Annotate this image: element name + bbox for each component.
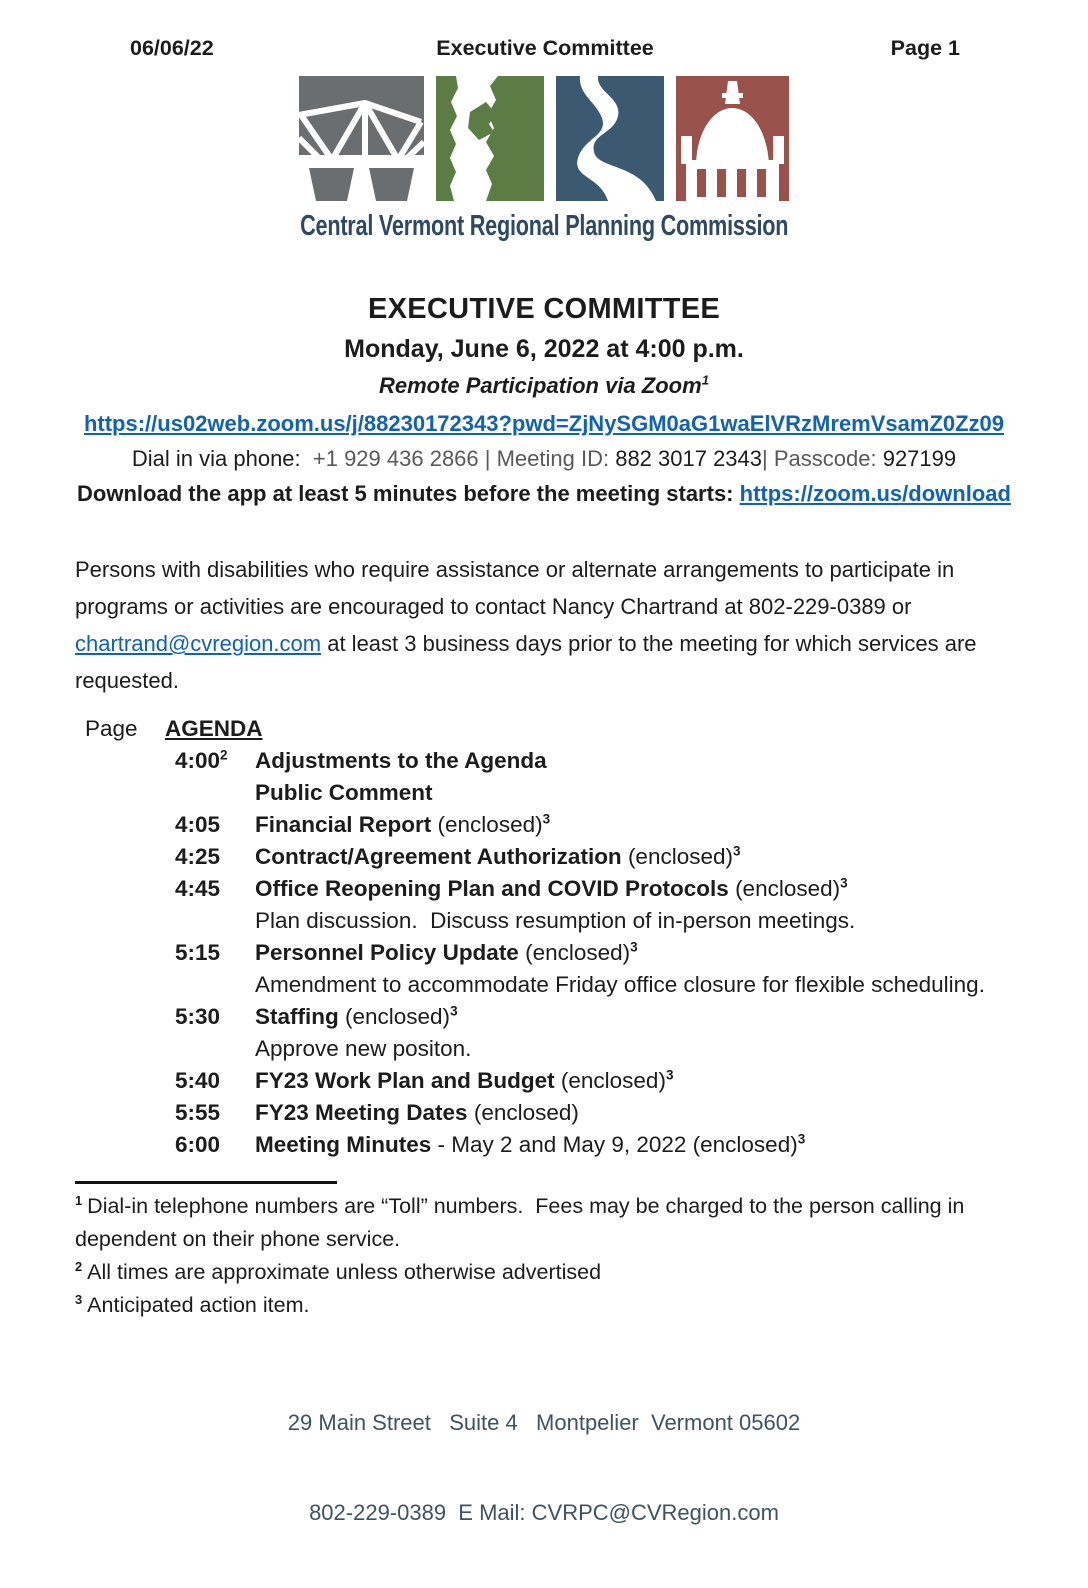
agenda-item-text: Financial Report (enclosed)$^3$ [255, 811, 551, 837]
agenda-time: 4:45 [175, 876, 221, 901]
agenda-item-text: Office Reopening Plan and COVID Protocols (enclosed)$^3$ [255, 875, 848, 901]
header-date: 06/06/22 [130, 36, 214, 60]
notice-text-before: Persons with disabilities who require assistance or alternate arrangements to participate in programs or activities are encouraged to contact Nancy Chartrand at 802-229-0389 or [75, 557, 955, 619]
footnote: $^1$ Dial-in telephone numbers are “Toll” numbers. Fees may be charged to the person calling in dependent on their phone service. [75, 1192, 971, 1251]
dial-in-part: Meeting ID: [496, 446, 616, 471]
notice-text-after: at least 3 business days prior to the meeting for which services are requested. [75, 631, 977, 693]
footer-contact: 802-229-0389 E Mail: CVRPC@CVRegion.com [309, 1500, 779, 1525]
agenda-page-cell [85, 1129, 165, 1161]
footnote: $^3$ Anticipated action item. [75, 1291, 310, 1317]
agenda-rows [85, 745, 1088, 1161]
footnote-separator [75, 1181, 337, 1184]
meeting-subtitle [0, 373, 1088, 399]
agenda-time: $4:00^2$ [175, 747, 228, 773]
agenda-row [85, 777, 1088, 809]
agenda-page-cell [85, 969, 165, 1001]
agenda-item-text: Personnel Policy Update (enclosed)$^3$ [255, 939, 638, 965]
agenda-time [165, 777, 255, 809]
agenda-item-text: Meeting Minutes - May 2 and May 9, 2022 (enclosed)$^3$ [255, 1131, 806, 1157]
agenda-item-text: Amendment to accommodate Friday office closure for flexible scheduling. [255, 972, 985, 997]
agenda-row [85, 905, 1088, 937]
bridge-icon [299, 76, 424, 201]
page-footer [0, 1348, 1088, 1588]
agenda-time: 5:15 [175, 940, 221, 965]
dial-in-part: 882 3017 2343 [615, 446, 763, 471]
dial-in-part: | [484, 446, 497, 471]
agenda-row [85, 1129, 1088, 1161]
meeting-subtitle-text: Remote Participation via Zoom [378, 373, 702, 398]
dial-in-part: | [762, 446, 774, 471]
agenda-time: 5:55 [175, 1100, 221, 1125]
agenda-row [85, 1001, 1088, 1033]
footnote-marker-1: 1 [701, 372, 710, 388]
agenda-time: 5:40 [175, 1068, 221, 1093]
agenda-item-text: FY23 Meeting Dates (enclosed) [255, 1100, 579, 1125]
agenda-time [165, 905, 255, 937]
header-title: Executive Committee [436, 36, 654, 60]
footer-address: 29 Main Street Suite 4 Montpelier Vermont 05602 [287, 1410, 801, 1435]
agenda-row [85, 745, 1088, 777]
agenda-page-cell [85, 1033, 165, 1065]
agenda-page-cell [85, 937, 165, 969]
agenda-item-text: Adjustments to the Agenda [255, 748, 547, 773]
agenda-row [85, 1097, 1088, 1129]
agenda-time: 4:05 [175, 812, 221, 837]
footnote: $^2$ All times are approximate unless otherwise advertised [75, 1258, 602, 1284]
document-page [0, 36, 1088, 1525]
agenda-item-text: Staffing (enclosed)$^3$ [255, 1003, 458, 1029]
agenda-page-cell [85, 809, 165, 841]
agenda-time [165, 969, 255, 1001]
agenda-row [85, 937, 1088, 969]
agenda-page-cell [85, 745, 165, 777]
meeting-access-block [0, 411, 1088, 507]
capitol-dome-icon [676, 76, 789, 201]
agenda-time: 4:25 [175, 844, 221, 869]
agenda-item-text: Plan discussion. Discuss resumption of in-person meetings. [255, 908, 856, 933]
agenda-page-cell [85, 841, 165, 873]
dial-in-part: 927199 [882, 446, 957, 471]
cvrpc-logo-icon [299, 76, 789, 201]
accessibility-notice [75, 551, 1033, 699]
cvrpc-logo [0, 76, 1088, 243]
agenda-section [85, 713, 1088, 1161]
vermont-map-icon [436, 76, 544, 201]
download-text: Download the app at least 5 minutes before the meeting starts: [77, 481, 740, 506]
zoom-link-line [0, 411, 1088, 437]
header-page-number: Page 1 [890, 36, 960, 60]
agenda-time [165, 1033, 255, 1065]
logo-org-name: Central Vermont Regional Planning Commission [299, 210, 789, 242]
email-link[interactable]: chartrand@cvregion.com [75, 631, 322, 656]
agenda-item-text: Public Comment [255, 780, 433, 805]
agenda-time: 5:30 [175, 1004, 221, 1029]
agenda-page-cell [85, 873, 165, 905]
agenda-row [85, 1065, 1088, 1097]
agenda-page-cell [85, 777, 165, 809]
meeting-datetime: Monday, June 6, 2022 at 4:00 p.m. [344, 335, 744, 363]
page-header [130, 36, 960, 61]
dial-in-info [0, 446, 1088, 472]
zoom-download-link[interactable]: https://zoom.us/download [739, 481, 1011, 506]
agenda-page-cell [85, 1001, 165, 1033]
agenda-row [85, 841, 1088, 873]
zoom-meeting-link[interactable]: https://us02web.zoom.us/j/88230172343?pwd=ZjNySGM0aG1waElVRzMremVsamZ0Zz09 [83, 411, 1005, 436]
agenda-item-text: Contract/Agreement Authorization (enclosed)$^3$ [255, 843, 741, 869]
agenda-title: AGENDA [165, 716, 263, 741]
download-line [0, 481, 1088, 507]
dial-in-part: Dial in via phone: [131, 446, 313, 471]
agenda-header-row [85, 713, 1088, 745]
agenda-time: 6:00 [175, 1132, 221, 1157]
agenda-page-cell [85, 905, 165, 937]
dial-in-part: Passcode: [773, 446, 883, 471]
agenda-page-cell [85, 1065, 165, 1097]
agenda-page-cell [85, 1097, 165, 1129]
agenda-row [85, 1033, 1088, 1065]
dial-in-part: +1 929 436 2866 [312, 446, 485, 471]
agenda-item-text: Approve new positon. [255, 1036, 472, 1061]
agenda-row [85, 873, 1088, 905]
agenda-page-column-header: Page [85, 716, 138, 741]
title-block [0, 293, 1088, 399]
agenda-item-text: FY23 Work Plan and Budget (enclosed)$^3$ [255, 1067, 674, 1093]
agenda-row [85, 809, 1088, 841]
footnotes [75, 1190, 1027, 1322]
agenda-row [85, 969, 1088, 1001]
road-icon [556, 76, 664, 201]
meeting-title: EXECUTIVE COMMITTEE [367, 293, 721, 325]
